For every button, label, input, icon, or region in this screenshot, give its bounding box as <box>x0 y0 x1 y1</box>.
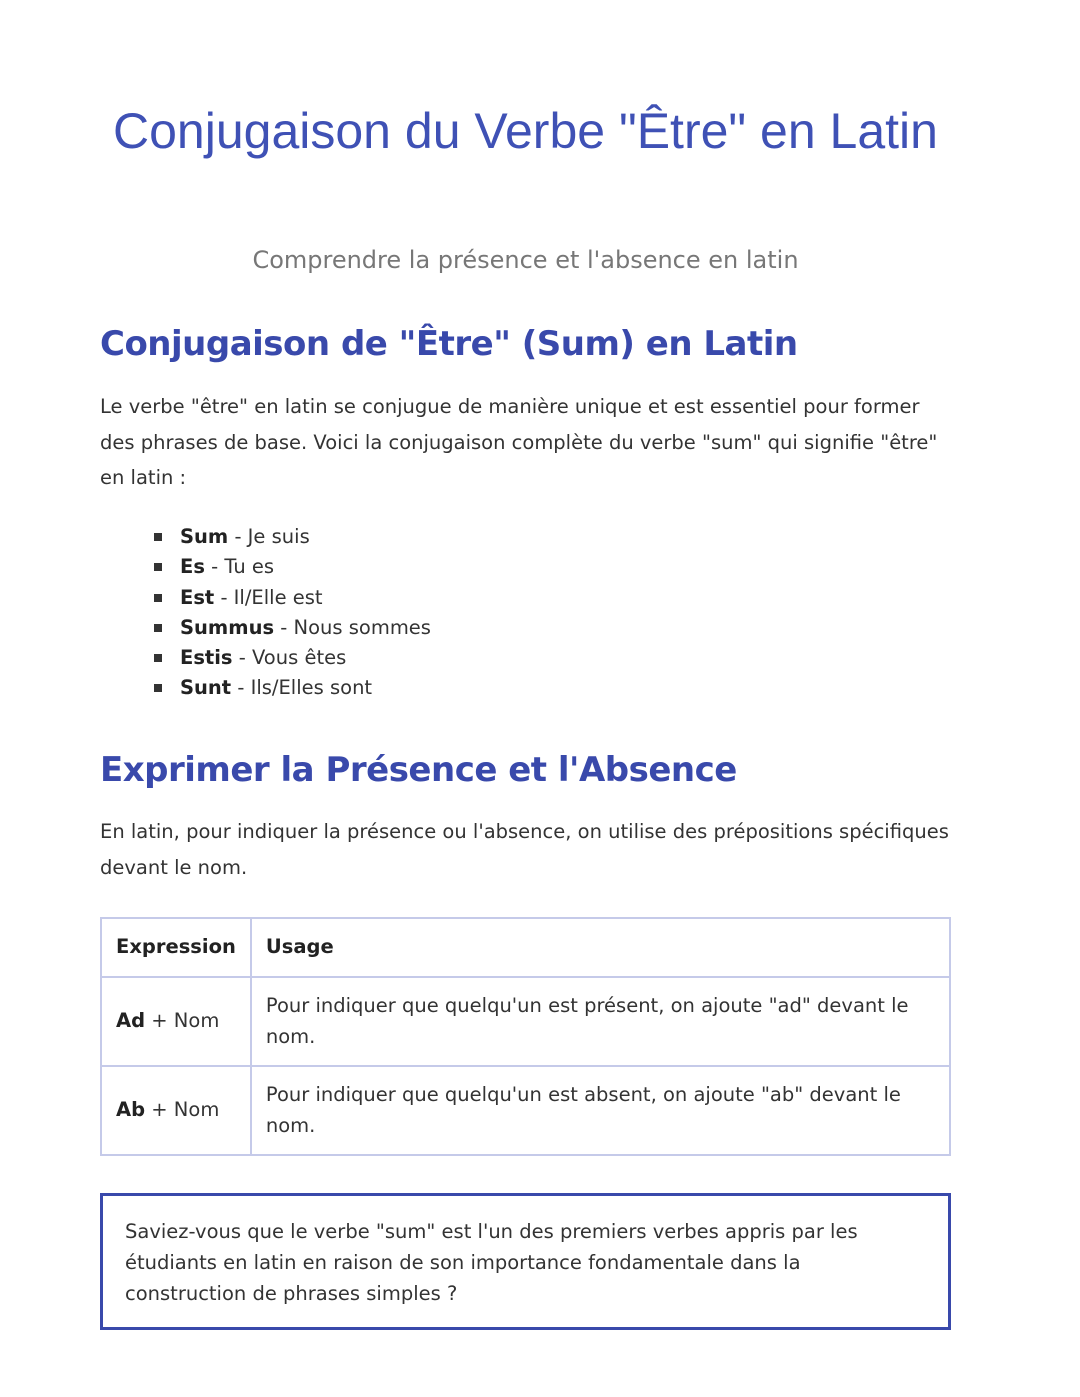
fun-fact-box <box>100 1193 951 1330</box>
list-item <box>154 583 431 613</box>
square-bullet-icon <box>154 684 162 692</box>
expression-suffix: + Nom <box>145 1098 220 1122</box>
conjugation-list <box>154 522 431 704</box>
french-translation: - Tu es <box>204 555 275 579</box>
square-bullet-icon <box>154 563 162 571</box>
table-row <box>101 1066 950 1155</box>
page-subtitle: Comprendre la présence et l'absence en latin <box>252 246 799 274</box>
preposition: Ad <box>116 1009 146 1033</box>
column-header-expression: Expression <box>101 918 251 977</box>
french-translation: - Nous sommes <box>274 615 431 639</box>
latin-form: Es <box>180 555 205 579</box>
latin-form: Estis <box>180 646 233 670</box>
usage-cell: Pour indiquer que quelqu'un est présent, on ajoute "ad" devant le nom. <box>251 977 950 1066</box>
french-translation: - Il/Elle est <box>214 585 323 609</box>
latin-form: Sum <box>180 525 229 548</box>
section-heading-conjugation: Conjugaison de "Être" (Sum) en Latin <box>100 324 798 364</box>
column-header-usage: Usage <box>251 918 950 977</box>
expression-suffix: + Nom <box>145 1009 220 1033</box>
page-title: Conjugaison du Verbe "Être" en Latin <box>113 103 938 159</box>
expression-cell <box>101 977 251 1066</box>
preposition: Ab <box>116 1098 146 1122</box>
table-header-row <box>101 918 950 977</box>
square-bullet-icon <box>154 624 162 632</box>
section-heading-presence-absence: Exprimer la Présence et l'Absence <box>100 750 737 790</box>
list-item <box>154 613 431 643</box>
latin-form: Est <box>180 585 215 609</box>
list-item <box>154 673 431 703</box>
square-bullet-icon <box>154 654 162 662</box>
french-translation: - Ils/Elles sont <box>231 676 373 700</box>
fun-fact-text: Saviez-vous que le verbe "sum" est l'un des premiers verbes appris par les étudiants en latin en raison de son importance fondamentale dans la construction de phrases simples ? <box>125 1220 858 1305</box>
usage-cell: Pour indiquer que quelqu'un est absent, on ajoute "ab" devant le nom. <box>251 1066 950 1155</box>
list-item <box>154 552 431 582</box>
expression-cell <box>101 1066 251 1155</box>
square-bullet-icon <box>154 594 162 602</box>
latin-form: Sunt <box>180 676 232 700</box>
expression-usage-table <box>100 917 951 1156</box>
french-translation: - Je suis <box>228 525 310 548</box>
list-item <box>154 522 431 552</box>
list-item <box>154 643 431 673</box>
square-bullet-icon <box>154 533 162 541</box>
presence-absence-intro: En latin, pour indiquer la présence ou l'absence, on utilise des prépositions spécifiques devant le nom. <box>100 820 949 879</box>
conjugation-intro: Le verbe "être" en latin se conjugue de manière unique et est essentiel pour former des phrases de base. Voici la conjugaison complète du verbe "sum" qui signifie "être" en latin : <box>100 395 938 489</box>
french-translation: - Vous êtes <box>232 646 347 670</box>
latin-form: Summus <box>180 615 275 639</box>
table-row <box>101 977 950 1066</box>
